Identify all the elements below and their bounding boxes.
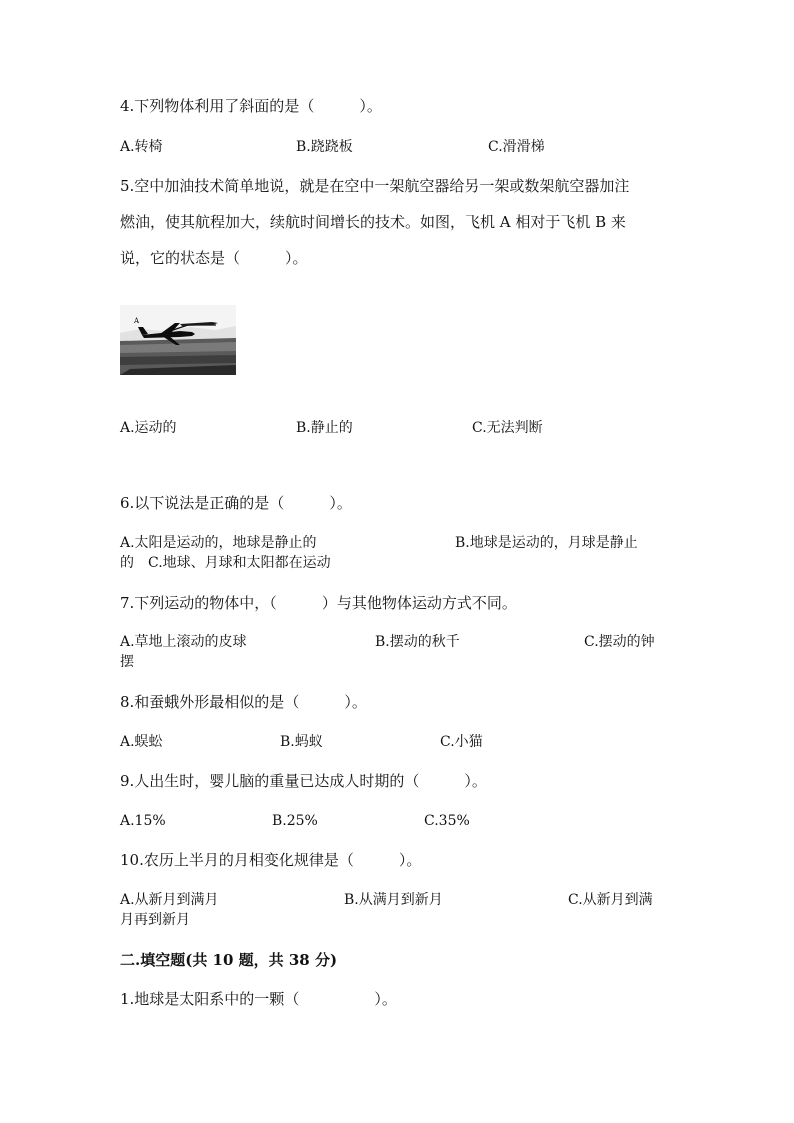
question-7-option-a: A.草地上滚动的皮球	[120, 634, 247, 650]
question-9-option-c: C.35%	[424, 813, 470, 829]
question-5-option-b: B.静止的	[296, 420, 353, 436]
question-5-option-a: A.运动的	[120, 420, 177, 436]
question-4-option-b: B.跷跷板	[296, 139, 353, 155]
question-7-stem: 7.下列运动的物体中，（ ）与其他物体运动方式不同。	[120, 594, 517, 612]
question-5-stem-line-3: 说，它的状态是（ ）。	[120, 249, 308, 267]
question-6-option-b-continued: 的	[120, 555, 134, 571]
refueling-aircraft-photo	[120, 305, 236, 375]
question-10-option-a: A.从新月到满月	[120, 892, 219, 908]
question-10-option-c-continued: 月再到新月	[120, 912, 190, 928]
refueling-aircraft-illustration	[120, 305, 236, 375]
question-9-option-a: A.15%	[120, 813, 166, 829]
question-6-option-b: B.地球是运动的，月球是静止	[455, 535, 638, 551]
question-10-option-b: B.从满月到新月	[344, 892, 443, 908]
question-4-option-a: A.转椅	[120, 139, 163, 155]
fill-blank-question-1: 1.地球是太阳系中的一颗（ ）。	[120, 990, 397, 1008]
question-7-option-c: C.摆动的钟	[584, 634, 655, 650]
question-10-option-c: C.从新月到满	[568, 892, 653, 908]
question-4-stem: 4.下列物体利用了斜面的是（ ）。	[120, 97, 382, 115]
question-8-option-b: B.蚂蚁	[280, 734, 323, 750]
question-8-option-c: C.小猫	[440, 734, 483, 750]
question-9-option-b: B.25%	[272, 813, 318, 829]
question-7-option-b: B.摆动的秋千	[375, 634, 460, 650]
question-5-stem-line-1: 5.空中加油技术简单地说，就是在空中一架航空器给另一架或数架航空器加注	[120, 177, 630, 195]
question-8-stem: 8.和蚕蛾外形最相似的是（ ）。	[120, 693, 367, 711]
question-5-option-c: C.无法判断	[472, 420, 543, 436]
question-5-stem-line-2: 燃油，使其航程加大，续航时间增长的技术。如图，飞机 A 相对于飞机 B 来	[120, 213, 626, 231]
question-6-stem: 6.以下说法是正确的是（ ）。	[120, 494, 352, 512]
aircraft-label-a: A	[134, 317, 140, 325]
question-10-stem: 10.农历上半月的月相变化规律是（ ）。	[120, 851, 422, 869]
question-8-option-a: A.蜈蚣	[120, 734, 163, 750]
section-2-heading: 二.填空题(共 10 题，共 38 分)	[120, 951, 338, 969]
question-7-option-c-continued: 摆	[120, 654, 134, 670]
question-4-option-c: C.滑滑梯	[488, 139, 545, 155]
question-6-option-a: A.太阳是运动的，地球是静止的	[120, 535, 317, 551]
question-6-option-c: C.地球、月球和太阳都在运动	[148, 555, 331, 571]
question-9-stem: 9.人出生时，婴儿脑的重量已达成人时期的（ ）。	[120, 772, 487, 790]
